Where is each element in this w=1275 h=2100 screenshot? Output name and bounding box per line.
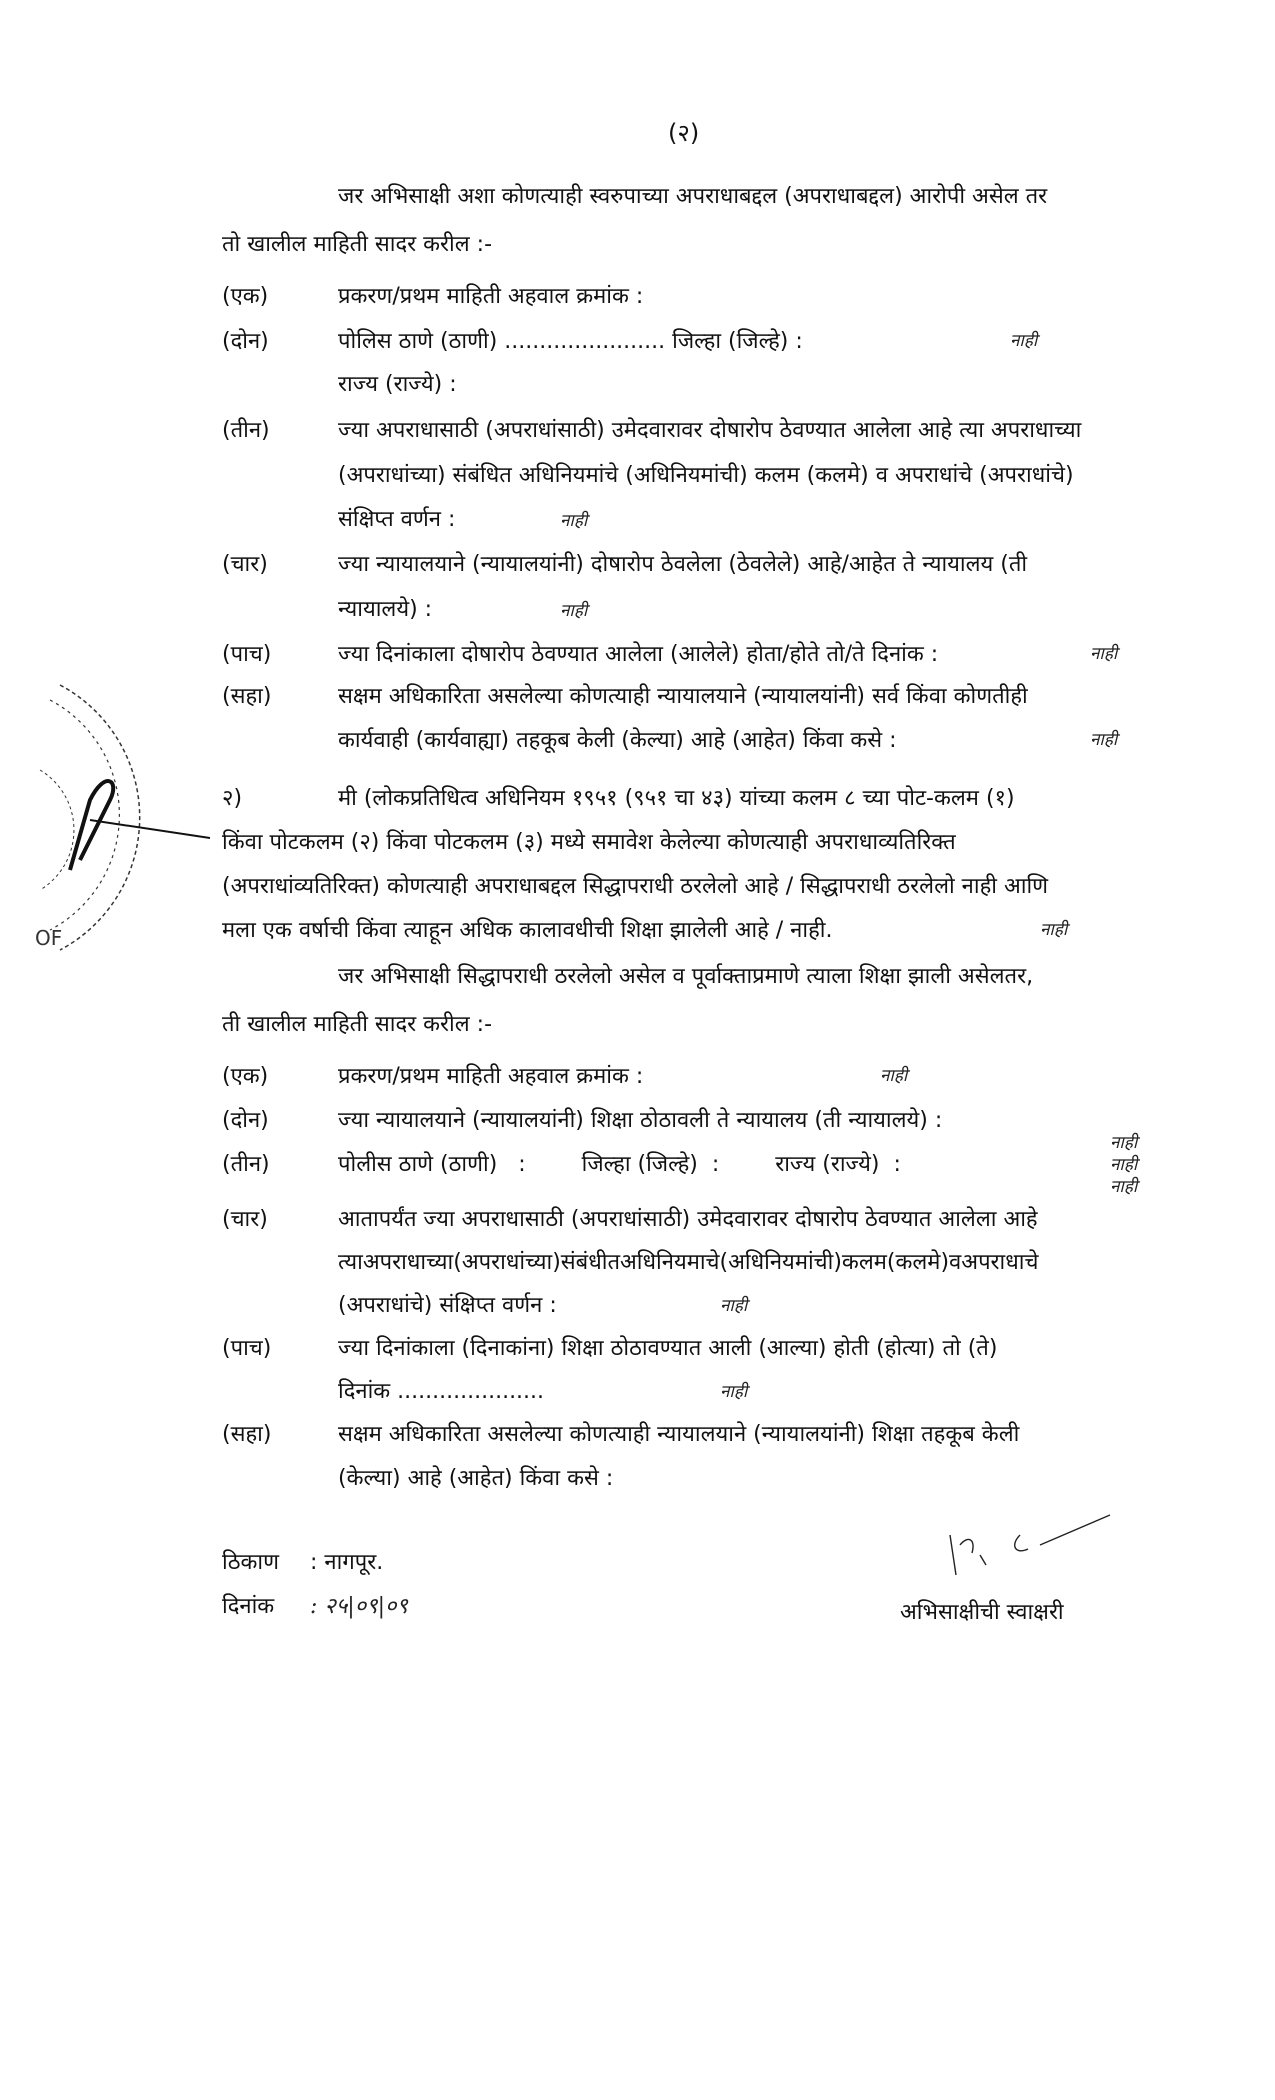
- p3-item4-line2: त्याअपराधाच्या(अपराधांच्या)संबंधीतअधिनियमाचे(अधिनियमांची)कलम(कलमे)वअपराधाचे: [338, 1250, 1039, 1275]
- part2-line1: मी (लोकप्रतिधित्व अधिनियम १९५१ (९५१ चा ४३) यांच्या कलम ८ च्या पोट-कलम (१): [338, 786, 1015, 811]
- p1-item2-line2: राज्य (राज्ये) :: [338, 372, 457, 397]
- p1-item6-line2: कार्यवाही (कार्यवाह्या) तहकूब केली (केल्या) आहे (आहेत) किंवा कसे :: [338, 728, 897, 753]
- stamp-text: OF: [35, 926, 63, 950]
- p1-item1-line1: प्रकरण/प्रथम माहिती अहवाल क्रमांक :: [338, 284, 644, 309]
- part2-answer: नाही: [1040, 920, 1068, 940]
- p1-item2-line1: पोलिस ठाणे (ठाणी) ....................... जिल्हा (जिल्हे) :: [338, 329, 803, 354]
- p1-item6-label: (सहा): [222, 684, 272, 709]
- place-label: ठिकाण: [222, 1550, 279, 1575]
- p3-item3-line1: पोलीस ठाणे (ठाणी) : जिल्हा (जिल्हे) : राज्य (राज्ये) :: [338, 1152, 901, 1177]
- p1-item5-line1: ज्या दिनांकाला दोषारोप ठेवण्यात आलेला (आलेले) होता/होते तो/ते दिनांक :: [338, 642, 939, 667]
- p1-item3-line2: (अपराधांच्या) संबंधित अधिनियमांचे (अधिनियमांची) कलम (कलमे) व अपराधांचे (अपराधांचे): [338, 463, 1074, 488]
- p3-item3-answer-police: नाही: [1110, 1133, 1138, 1153]
- p1-item2-label: (दोन): [222, 329, 269, 354]
- p3-item2-label: (दोन): [222, 1108, 269, 1133]
- p1-item3-answer: नाही: [560, 511, 588, 531]
- part1-intro-line1: जर अभिसाक्षी अशा कोणत्याही स्वरुपाच्या अपराधाबद्दल (अपराधाबद्दल) आरोपी असेल तर: [338, 184, 1048, 209]
- part2-line2: किंवा पोटकलम (२) किंवा पोटकलम (३) मध्ये समावेश केलेल्या कोणत्याही अपराधाव्यतिरिक्त: [222, 830, 956, 855]
- p3-item4-label: (चार): [222, 1207, 268, 1232]
- date-value: : २५|०९|०९: [310, 1594, 408, 1619]
- p1-item4-label: (चार): [222, 552, 268, 577]
- p3-item3-label: (तीन): [222, 1152, 270, 1177]
- p1-item4-line2: न्यायालये) :: [338, 597, 433, 622]
- p3-item1-line1: प्रकरण/प्रथम माहिती अहवाल क्रमांक :: [338, 1064, 644, 1089]
- office-seal-stamp: [10, 660, 210, 960]
- p3-item4-answer: नाही: [720, 1296, 748, 1316]
- p1-item6-line1: सक्षम अधिकारिता असलेल्या कोणत्याही न्यायालयाने (न्यायालयांनी) सर्व किंवा कोणतीही: [338, 684, 1028, 709]
- p3-item2-line1: ज्या न्यायालयाने (न्यायालयांनी) शिक्षा ठोठावली ते न्यायालय (ती न्यायालये) :: [338, 1108, 943, 1133]
- signature-scribble: [920, 1510, 1120, 1585]
- p3-item5-answer: नाही: [720, 1382, 748, 1402]
- p3-item3-answer-state: नाही: [1110, 1177, 1138, 1197]
- page-number: (२): [668, 119, 700, 147]
- part1-intro-line2: तो खालील माहिती सादर करील :-: [222, 232, 493, 257]
- place-value: : नागपूर.: [310, 1550, 384, 1575]
- p1-item3-label: (तीन): [222, 418, 270, 443]
- p3-item6-label: (सहा): [222, 1422, 272, 1447]
- p1-item4-answer: नाही: [560, 601, 588, 621]
- part2-number: २): [222, 786, 243, 811]
- p3-item4-line1: आतापर्यंत ज्या अपराधासाठी (अपराधांसाठी) उमेदवारावर दोषारोप ठेवण्यात आलेला आहे: [338, 1207, 1038, 1232]
- p3-item6-line1: सक्षम अधिकारिता असलेल्या कोणत्याही न्यायालयाने (न्यायालयांनी) शिक्षा तहकूब केली: [338, 1422, 1020, 1447]
- p3-item1-label: (एक): [222, 1064, 269, 1089]
- p1-item3-line3: संक्षिप्त वर्णन :: [338, 507, 456, 532]
- part3-intro-line2: ती खालील माहिती सादर करील :-: [222, 1012, 493, 1037]
- p1-item5-answer: नाही: [1090, 644, 1118, 664]
- p1-item4-line1: ज्या न्यायालयाने (न्यायालयांनी) दोषारोप ठेवलेला (ठेवलेले) आहे/आहेत ते न्यायालय (ती: [338, 552, 1028, 577]
- p1-item6-answer: नाही: [1090, 730, 1118, 750]
- p3-item5-line2: दिनांक .....................: [338, 1379, 545, 1404]
- date-label: दिनांक: [222, 1594, 275, 1619]
- p3-item5-line1: ज्या दिनांकाला (दिनाकांना) शिक्षा ठोठावण्यात आली (आल्या) होती (होत्या) तो (ते): [338, 1336, 998, 1361]
- p3-item6-line2: (केल्या) आहे (आहेत) किंवा कसे :: [338, 1466, 614, 1491]
- p1-item5-label: (पाच): [222, 642, 272, 667]
- p1-item3-line1: ज्या अपराधासाठी (अपराधांसाठी) उमेदवारावर दोषारोप ठेवण्यात आलेला आहे त्या अपराधाच्या: [338, 418, 1082, 443]
- part3-intro-line1: जर अभिसाक्षी सिद्धापराधी ठरलेलो असेल व पूर्वाक्ताप्रमाणे त्याला शिक्षा झाली असेलतर,: [338, 964, 1034, 989]
- part2-line4: मला एक वर्षाची किंवा त्याहून अधिक कालावधीची शिक्षा झालेली आहे / नाही.: [222, 918, 833, 943]
- p3-item4-line3: (अपराधांचे) संक्षिप्त वर्णन :: [338, 1293, 557, 1318]
- p3-item5-label: (पाच): [222, 1336, 272, 1361]
- part2-line3: (अपराधांव्यतिरिक्त) कोणत्याही अपराधाबद्दल सिद्धापराधी ठरलेलो आहे / सिद्धापराधी ठरलेलो नाही आणि: [222, 874, 1049, 899]
- p1-item2-answer: नाही: [1010, 331, 1038, 351]
- p1-item1-label: (एक): [222, 284, 269, 309]
- p3-item1-answer: नाही: [880, 1066, 908, 1086]
- p3-item3-answer-district: नाही: [1110, 1155, 1138, 1175]
- signature-caption: अभिसाक्षीची स्वाक्षरी: [900, 1600, 1064, 1625]
